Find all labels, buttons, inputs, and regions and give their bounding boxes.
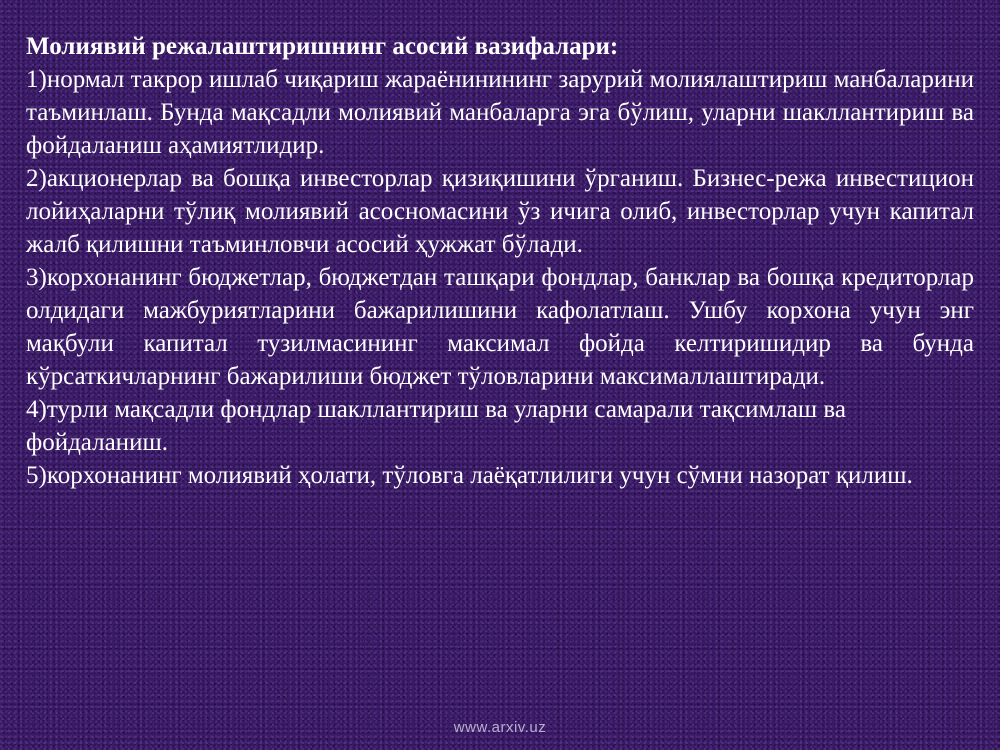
slide-heading: Молиявий режалаштиришнинг асосий вазифалари: [26, 33, 619, 60]
list-item-5: 5)корхонанинг молиявий ҳолати, тўловга лаёқатлилиги учун сўмни назорат қилиш. [26, 462, 913, 489]
slide-content [26, 30, 974, 720]
list-item-4: 4)турли мақсадли фондлар шакллантириш ва уларни самарали тақсимлаш ва фойдаланиш. [26, 396, 847, 456]
list-item-3: 3)корхонанинг бюджетлар, бюджетдан ташқари фондлар, банклар ва бошқа кредиторлар олдидаги мажбуриятларини бажарилишини кафолатлаш. Ушбу корхона учун энг мақбули капитал тузилмасининг максимал фойда келтиришидир ва бунда кўрсаткичларнинг бажарилиши бюджет тўловларини максималлаштиради. [26, 264, 974, 390]
list-item-2: 2)акционерлар ва бошқа инвесторлар қизиқишини ўрганиш. Бизнес-режа инвестицион лойиҳаларни тўлиқ молиявий асосномасини ўз ичига олиб, инвесторлар учун капитал жалб қилишни таъминловчи асосий ҳужжат бўлади. [26, 165, 974, 258]
footer-source-url: www.arxiv.uz [453, 719, 547, 736]
list-item-1: 1)нормал такрор ишлаб чиқариш жараёнинининг зарурий молиялаштириш манбаларини таъминлаш. Бунда мақсадли молиявий манбаларга эга бўлиш, уларни шакллантириш ва фойдаланиш аҳамиятлидир. [26, 66, 974, 159]
